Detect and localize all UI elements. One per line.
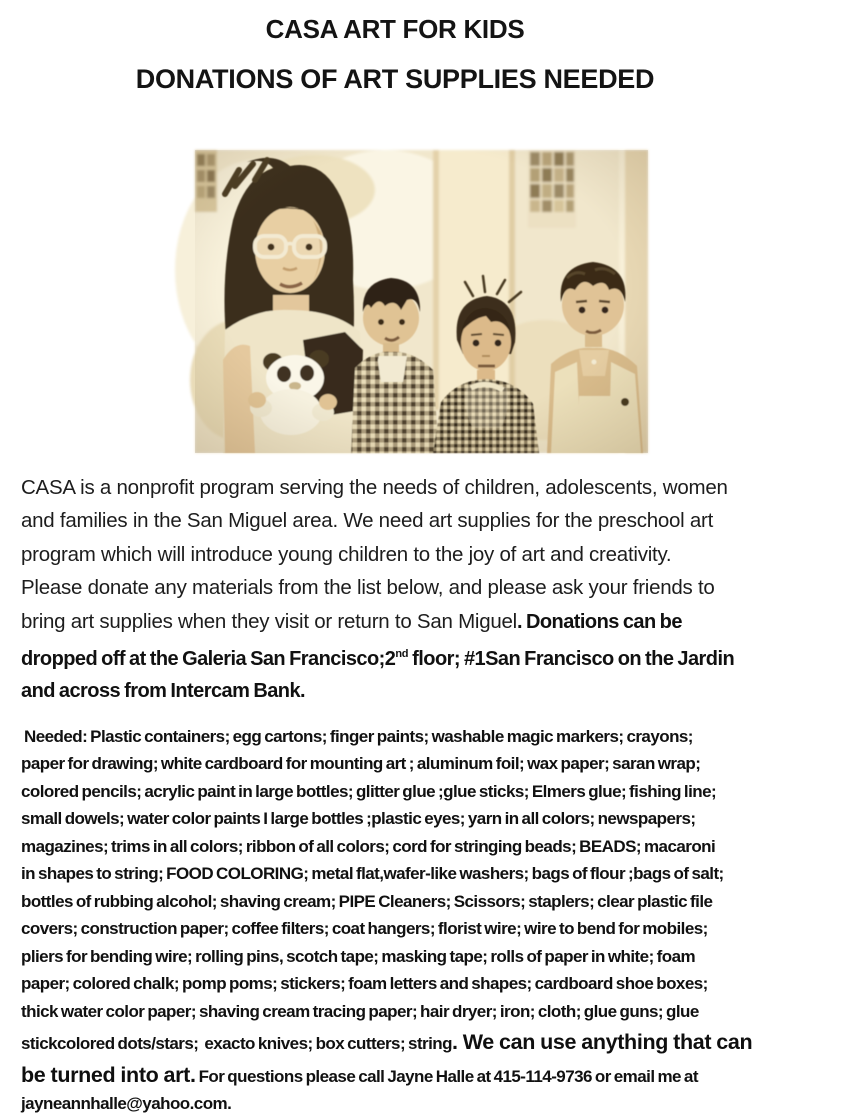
text-line: bring art supplies when they visit or return to San Miguel. Donations can be: [21, 609, 682, 633]
text-line: jayneannhalle@yahoo.com.: [21, 1094, 232, 1114]
text-line: covers; construction paper; coffee filters; coat hangers; florist wire; wire to bend for mobiles;: [21, 919, 708, 939]
text-line: in shapes to string; FOOD COLORING; metal flat,wafer-like washers; bags of flour ;bags of salt;: [21, 864, 724, 884]
text-line: CASA is a nonprofit program serving the needs of children, adolescents, women: [21, 476, 728, 499]
text-line: dropped off at the Galeria San Francisco;2nd floor; #1San Francisco on the Jardin: [21, 648, 735, 671]
text-line: paper; colored chalk; pomp poms; stickers; foam letters and shapes; cardboard shoe boxes;: [21, 974, 708, 994]
text-line: bottles of rubbing alcohol; shaving cream; PIPE Cleaners; Scissors; staplers; clear plastic file: [21, 891, 713, 911]
text-line: magazines; trims in all colors; ribbon of all colors; cord for stringing beads; BEADS; macaroni: [21, 836, 716, 856]
text-line: and families in the San Miguel area. We need art supplies for the preschool art: [21, 509, 714, 533]
text-line: be turned into art. For questions please call Jayne Halle at 415-114-9736 or email me at: [21, 1062, 698, 1087]
text-line: thick water color paper; shaving cream tracing paper; hair dryer; iron; cloth; glue guns; glue: [21, 1001, 699, 1021]
children-photo: [195, 150, 648, 453]
text-line: pliers for bending wire; rolling pins, scotch tape; masking tape; rolls of paper in white; foam: [21, 946, 696, 966]
text-line: stickcolored dots/stars; exacto knives; box cutters; string. We can use anything that can: [21, 1030, 753, 1055]
text-line: colored pencils; acrylic paint in large bottles; glitter glue ;glue sticks; Elmers glue; fishing line;: [21, 781, 717, 801]
page-title: CASA ART FOR KIDS: [265, 14, 525, 44]
page-subtitle: DONATIONS OF ART SUPPLIES NEEDED: [135, 64, 655, 94]
intro-paragraph: [0, 472, 850, 709]
document-header: [0, 0, 790, 96]
supplies-needed-paragraph: [0, 724, 850, 1119]
text-line: small dowels; water color paints I large bottles ;plastic eyes; yarn in all colors; newspapers;: [21, 809, 696, 829]
text-line: paper for drawing; white cardboard for mounting art ; aluminum foil; wax paper; saran wrap;: [21, 754, 701, 774]
text-line: Needed: Plastic containers; egg cartons; finger paints; washable magic markers; crayons;: [21, 726, 693, 746]
text-line: and across from Intercam Bank.: [21, 680, 306, 703]
children-photo-illustration: [195, 150, 648, 453]
text-line: program which will introduce young children to the joy of art and creativity.: [21, 542, 672, 566]
text-line: Please donate any materials from the list below, and please ask your friends to: [21, 576, 715, 600]
